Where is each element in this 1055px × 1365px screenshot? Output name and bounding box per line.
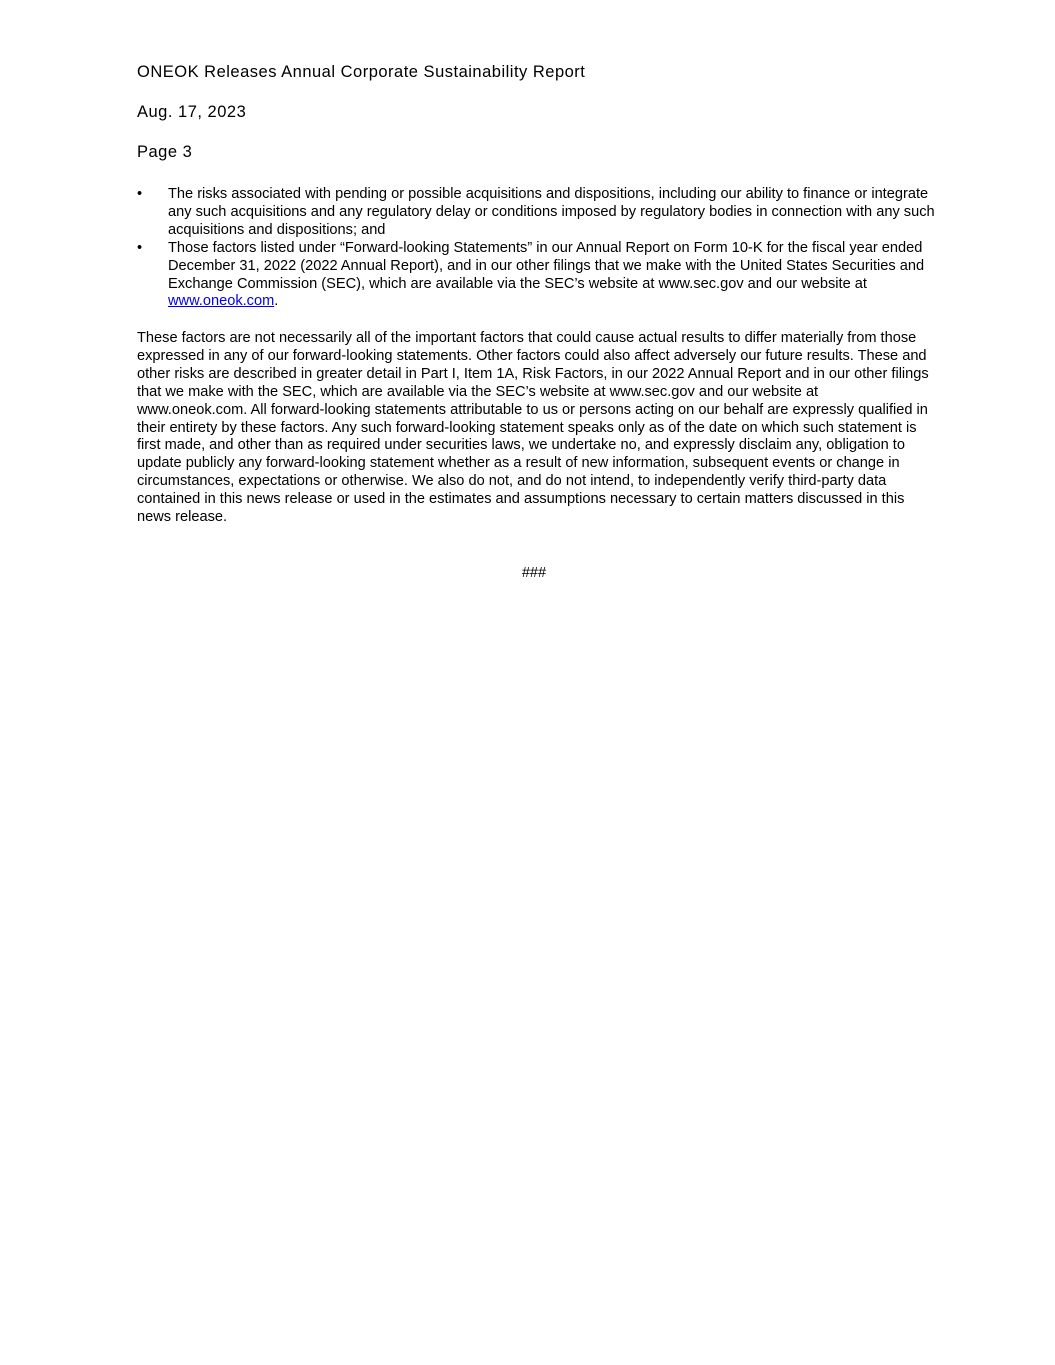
disclaimer-paragraph: These factors are not necessarily all of the important factors that could cause actual results to differ materially from those expressed in any of our forward-looking statements. Other factors could also affect adversely our future results. These and other risks are described in greater detail in Part I, Item 1A, Risk Factors, in our 2022 Annual Report and in our other filings that we make with the SEC, which are available via the SEC’s website at www.sec.gov and our website at www.oneok.com. All forward-looking statements attributable to us or persons acting on our behalf are expressly qualified in their entirety by these factors. Any such forward-looking statement speaks only as of the date on which such statement is first made, and other than as required under securities laws, we undertake no, and expressly disclaim any, obligation to update publicly any forward-looking statement whether as a result of new information, subsequent events or change in circumstances, expectations or otherwise. We also do not, and do not intend, to independently verify third-party data contained in this news release or used in the estimates and assumptions necessary to certain matters discussed in this news release.	[137, 330, 929, 526]
document-title: ONEOK Releases Annual Corporate Sustainability Report	[137, 63, 586, 81]
page-number: Page 3	[137, 143, 193, 161]
list-item	[137, 186, 937, 240]
list-item-text: Those factors listed under “Forward-looking Statements” in our Annual Report on Form 10-K for the fiscal year ended December 31, 2022 (2022 Annual Report), and in our other filings that we make with the United States Securities and Exchange Commission (SEC), which are available via the SEC’s website at www.sec.gov and our website at	[168, 239, 925, 292]
bullet-icon: •	[137, 186, 143, 202]
document-date: Aug. 17, 2023	[137, 103, 247, 121]
oneok-website-link[interactable]: www.oneok.com	[168, 293, 275, 310]
list-item	[137, 240, 937, 312]
list-item-text-end: .	[274, 293, 279, 310]
bullet-icon: •	[137, 239, 143, 256]
end-of-release-mark: ###	[521, 565, 547, 581]
risk-factor-list	[137, 186, 937, 311]
list-item-text: The risks associated with pending or possible acquisitions and dispositions, including our ability to finance or integrate any such acquisitions and any regulatory delay or conditions imposed by regulatory bodies in connection with any such acquisitions and dispositions; and	[168, 186, 935, 238]
